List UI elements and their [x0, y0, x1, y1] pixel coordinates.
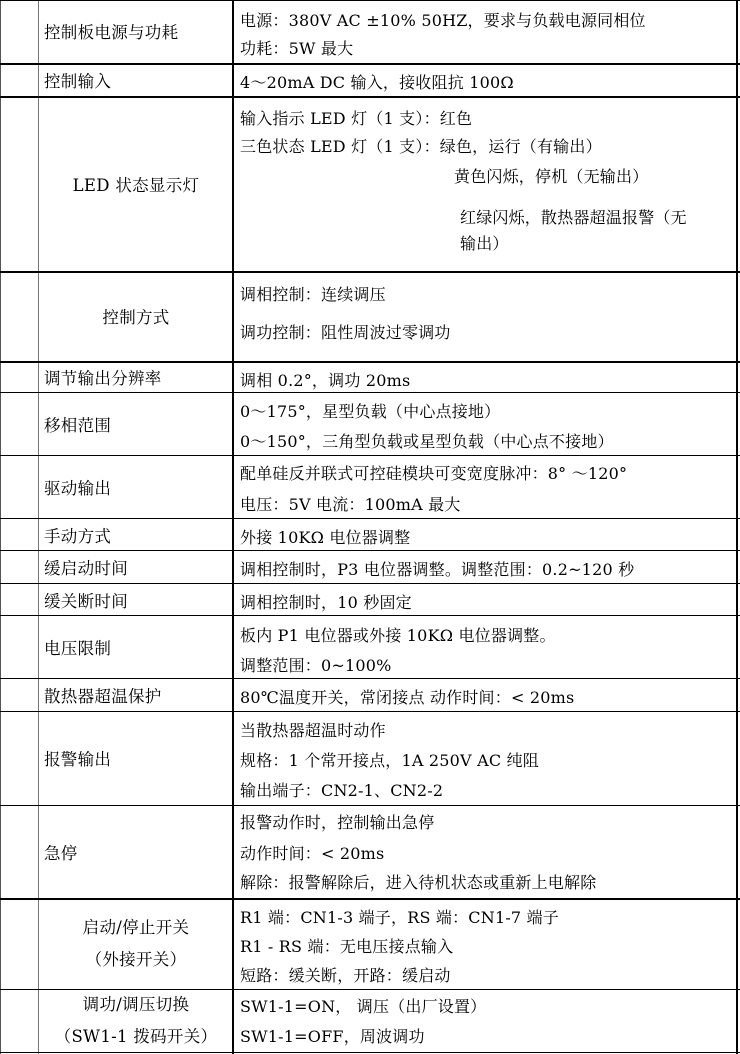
content-line: 调功控制：阻性周波过零调功: [240, 323, 451, 342]
table-row: [0, 519, 740, 550]
gutter-border: [38, 0, 39, 1054]
row-content: [240, 806, 734, 898]
table-row: [0, 712, 740, 804]
row-content: [240, 679, 734, 711]
table-row: [0, 0, 740, 62]
row-label: LED 状态显示灯: [72, 176, 200, 195]
row-divider: [0, 96, 740, 98]
row-label: 报警输出: [44, 750, 112, 769]
table-row: [0, 272, 740, 360]
content-line: SW1-1=OFF，周波调功: [240, 1027, 425, 1046]
row-content: [240, 616, 734, 678]
content-line: 板内 P1 电位器或外接 10KΩ 电位器调整。: [240, 626, 556, 645]
row-divider: [0, 271, 740, 273]
row-label: 控制方式: [102, 308, 170, 327]
content-line: 电源：380V AC ±10% 50HZ，要求与负载电源同相位: [240, 11, 646, 30]
row-label: 手动方式: [44, 526, 112, 546]
table-row: [0, 456, 740, 518]
table-row: [0, 362, 740, 392]
row-divider: [0, 678, 740, 679]
table-row: [0, 806, 740, 898]
content-line: 输出端子：CN2-1、CN2-2: [240, 781, 444, 800]
content-line: 调整范围：0~100%: [240, 656, 392, 675]
content-line: 输出）: [460, 234, 509, 253]
row-divider: [0, 1052, 740, 1053]
content-line: 三色状态 LED 灯（1 支）：绿色，运行（有输出）: [240, 137, 602, 156]
row-divider: [0, 518, 740, 519]
row-label: 散热器超温保护: [44, 687, 162, 706]
content-line: 0～175°，星型负载（中心点接地）: [240, 402, 501, 421]
row-content: [240, 272, 734, 360]
content-line: 4～20mA DC 输入，接收阻抗 100Ω: [240, 73, 514, 92]
content-line: SW1-1=ON， 调压（出厂设置）: [240, 997, 487, 1016]
table-row: [0, 616, 740, 678]
row-label: 缓关断时间: [44, 591, 128, 611]
row-label: 控制输入: [44, 72, 112, 91]
row-label: 缓启动时间: [44, 559, 128, 578]
content-line: 0～150°，三角型负载或星型负载（中心点不接地）: [240, 432, 614, 451]
row-label: 电压限制: [44, 639, 112, 658]
row-divider: [0, 583, 740, 584]
row-content: [240, 551, 734, 583]
content-line: 规格：1 个常开接点，1A 250V AC 纯阻: [240, 751, 539, 770]
row-content: [240, 0, 734, 62]
content-line: 当散热器超温时动作: [240, 721, 386, 740]
row-content: [240, 990, 734, 1052]
row-label: 移相范围: [44, 416, 112, 435]
row-content: [240, 97, 734, 271]
row-label-text: 启动/停止开关 （外接开关）: [82, 918, 190, 969]
content-line: 外接 10KΩ 电位器调整: [240, 528, 411, 547]
content-line: R1 - RS 端：无电压接点输入: [240, 937, 454, 956]
row-content: [240, 64, 734, 96]
row-divider: [0, 550, 740, 551]
row-content: [240, 712, 734, 804]
content-line: 调相 0.2°，调功 20ms: [240, 371, 411, 390]
row-content: [240, 519, 734, 550]
content-line: 配单硅反并联式可控硅模块可变宽度脉冲：8° ～120°: [240, 464, 628, 483]
content-line: 调相控制时，10 秒固定: [240, 593, 412, 612]
row-label: 调节输出分辨率: [44, 369, 162, 388]
content-line: 80℃温度开关，常闭接点 动作时间：< 20ms: [240, 688, 575, 707]
row-content: [240, 900, 734, 988]
table-row: [0, 97, 740, 271]
content-line: 输入指示 LED 灯（1 支）：红色: [240, 109, 473, 128]
table-row: [0, 584, 740, 615]
content-line: 红绿闪烁，散热器超温报警（无: [460, 208, 687, 227]
row-divider: [0, 711, 740, 712]
row-divider: [0, 989, 740, 990]
row-label: [44, 990, 228, 1052]
row-label: 控制板电源与功耗: [44, 23, 179, 42]
content-line: 电压：5V 电流：100mA 最大: [240, 495, 461, 514]
row-label: [44, 900, 228, 988]
row-content: [240, 456, 734, 518]
column-divider: [232, 0, 234, 1054]
content-line: R1 端：CN1-3 端子，RS 端：CN1-7 端子: [240, 908, 559, 927]
row-divider: [0, 63, 740, 65]
table-row: [0, 990, 740, 1052]
content-line: 解除：报警解除后，进入待机状态或重新上电解除: [240, 873, 597, 892]
table-row: [0, 900, 740, 988]
table-row: [0, 393, 740, 455]
table-row: [0, 551, 740, 583]
row-divider: [0, 361, 740, 363]
row-divider: [0, 455, 740, 456]
content-line: 功耗：5W 最大: [240, 39, 354, 58]
content-line: 短路：缓关断，开路：缓启动: [240, 966, 451, 985]
table-row: [0, 64, 740, 96]
row-label: 急停: [44, 844, 78, 863]
row-divider: [0, 0, 740, 1]
row-label: 驱动输出: [44, 479, 112, 498]
row-content: [240, 584, 734, 615]
table-border-left: [0, 0, 1, 1054]
content-line: 黄色闪烁，停机（无输出）: [454, 167, 649, 186]
row-divider: [0, 392, 740, 393]
row-content: [240, 362, 734, 392]
table-border-right: [736, 0, 738, 1054]
row-divider: [0, 615, 740, 616]
row-content: [240, 393, 734, 455]
content-line: 动作时间：< 20ms: [240, 844, 385, 863]
table-row: [0, 679, 740, 711]
content-line: 报警动作时，控制输出急停: [240, 813, 435, 832]
content-line: 调相控制时，P3 电位器调整。调整范围：0.2~120 秒: [240, 560, 635, 579]
row-divider: [0, 898, 740, 900]
content-line: 调相控制：连续调压: [240, 285, 386, 304]
row-divider: [0, 805, 740, 806]
row-label-text: 调功/调压切换 （SW1-1 拨码开关）: [54, 995, 218, 1046]
